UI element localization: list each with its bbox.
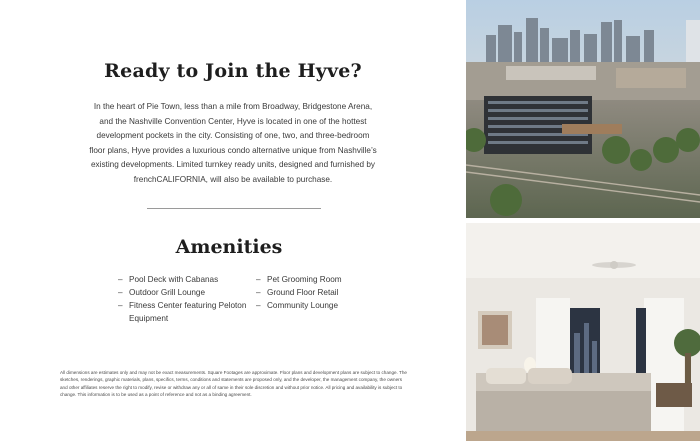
page-title: Ready to Join the Hyve?: [104, 60, 362, 82]
bullet-dash: –: [118, 301, 123, 310]
amenity-item: [256, 286, 406, 299]
amenity-item: [118, 286, 258, 299]
amenity-label: Pool Deck with Cabanas: [129, 275, 219, 284]
bullet-dash: –: [256, 301, 261, 310]
bullet-dash: –: [256, 288, 261, 297]
bullet-dash: –: [256, 275, 261, 284]
photo-column: [466, 0, 700, 441]
amenity-item: [256, 273, 406, 286]
aerial-city-photo: [466, 0, 700, 218]
intro-paragraph: In the heart of Pie Town, less than a mile from Broadway, Bridgestone Arena, and the Nashville Convention Center, Hyve is located in one of the hottest development pockets in the city. Consisting of one, two, and three-bedroom floor plans, Hyve provides a luxurious condo alternative unique from Nashville’s existing developments. Limited turnkey ready units, designed and furnished by frenchCALIFORNIA, will also be available to purchase.: [89, 102, 377, 184]
amenity-item: [256, 299, 406, 312]
section-divider: [147, 208, 321, 209]
bullet-dash: –: [118, 288, 123, 297]
amenity-item: [118, 273, 258, 286]
legal-disclaimer: All dimensions are estimates only and may not be exact measurements. Square Footages are approximate. Floor plans and development plans are subject to change. The sketches, renderings, graphic materials, plans, specifics, terms, conditions and statements are proposed only, and the developer, the management company, the owners and other affiliates reserve the right to modify, revise or withdraw any or all of same in their sole discretion and without prior notice. All pricing and availability is subject to change. This information is to be used as a point of reference and not as a binding agreement.: [60, 370, 407, 398]
amenity-item: [118, 299, 258, 325]
amenity-label: Pet Grooming Room: [267, 275, 342, 284]
amenity-label: Outdoor Grill Lounge: [129, 288, 206, 297]
amenity-label: Fitness Center featuring Peloton Equipment: [129, 301, 247, 323]
amenity-label: Community Lounge: [267, 301, 338, 310]
amenities-list-left: [118, 273, 258, 325]
amenity-label: Ground Floor Retail: [267, 288, 339, 297]
bedroom-interior-photo: [466, 223, 700, 441]
bullet-dash: –: [118, 275, 123, 284]
amenities-list-right: [256, 273, 406, 312]
amenities-title: Amenities: [175, 236, 283, 258]
